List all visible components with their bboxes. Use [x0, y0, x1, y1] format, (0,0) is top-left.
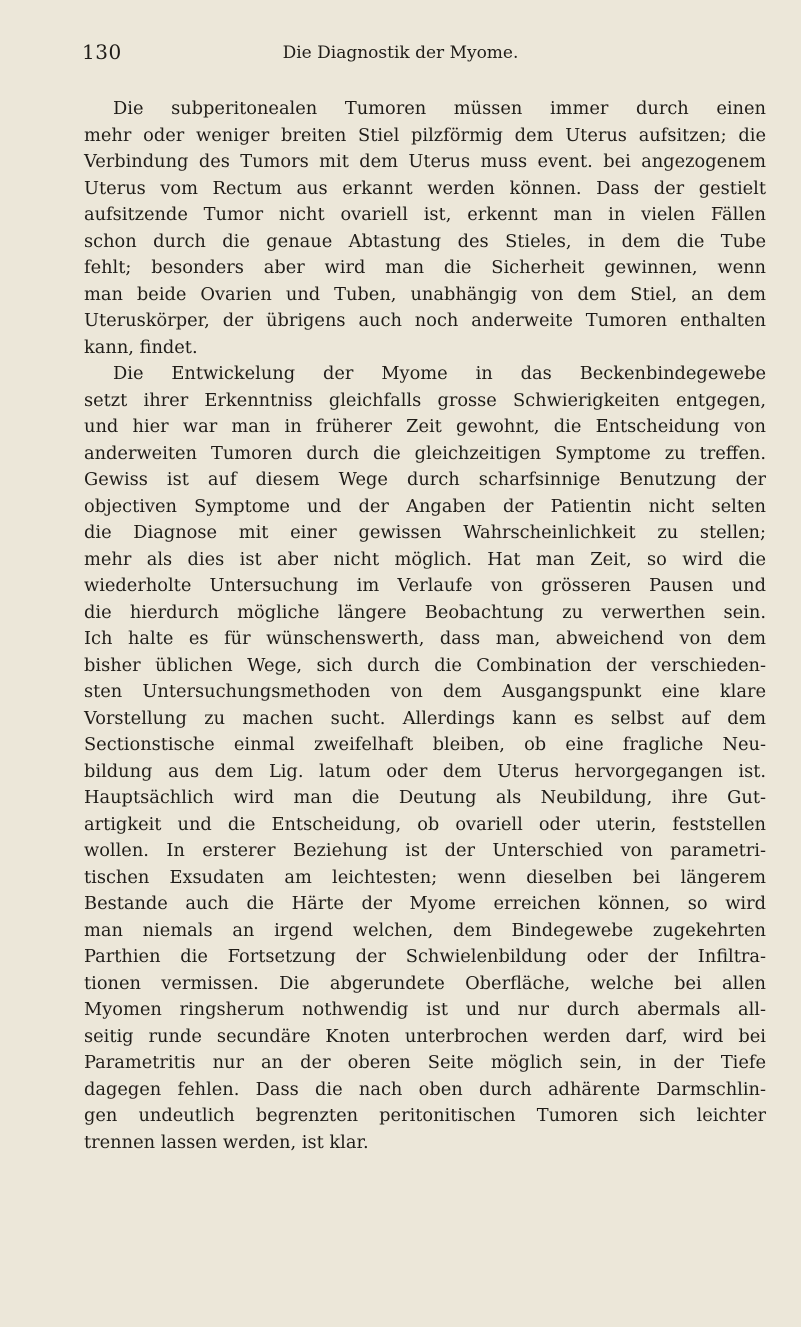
text-line: Verbindung des Tumors mit dem Uterus muss event. bei angezogenem — [84, 151, 766, 172]
text-line: mehr oder weniger breiten Stiel pilzförmig dem Uterus aufsitzen; die — [84, 124, 766, 146]
text-line: Uteruskörper, der übrigens auch noch anderweite Tumoren enthalten — [84, 310, 766, 331]
text-line: trennen lassen werden, ist klar. — [84, 1131, 369, 1153]
text-line: dagegen fehlen. Dass die nach oben durch adhärente Darmschlin- — [84, 1078, 766, 1100]
text-line: wollen. In ersterer Beziehung ist der Unterschied von parametri- — [84, 840, 766, 861]
text-line: Bestande auch die Härte der Myome erreichen können, so wird — [84, 893, 766, 914]
text-line: setzt ihrer Erkenntniss gleichfalls grosse Schwierigkeiten entgegen, — [84, 389, 766, 411]
text-line: tischen Exsudaten am leichtesten; wenn dieselben bei längerem — [84, 866, 766, 888]
paragraph — [84, 361, 766, 1156]
paragraph — [84, 96, 766, 361]
page-number: 130 — [82, 40, 122, 64]
text-line: gen undeutlich begrenzten peritonitischen Tumoren sich leichter — [84, 1105, 766, 1126]
text-line: schon durch die genaue Abtastung des Stieles, in dem die Tube — [84, 230, 766, 252]
text-line: Die subperitonealen Tumoren müssen immer durch einen — [113, 98, 766, 119]
text-line: man beide Ovarien und Tuben, unabhängig von dem Stiel, an dem — [84, 283, 766, 305]
text-line: und hier war man in früherer Zeit gewohnt, die Entscheidung von — [84, 416, 766, 437]
text-line: objectiven Symptome und der Angaben der Patientin nicht selten — [84, 495, 766, 517]
text-line: Uterus vom Rectum aus erkannt werden können. Dass der gestielt — [84, 177, 766, 199]
body-text — [84, 96, 766, 1156]
text-line: anderweiten Tumoren durch die gleichzeitigen Symptome zu treffen. — [84, 442, 766, 464]
text-line: Ich halte es für wünschenswerth, dass man, abweichend von dem — [84, 628, 766, 649]
text-line: sten Untersuchungsmethoden von dem Ausgangspunkt eine klare — [84, 681, 766, 702]
text-line: tionen vermissen. Die abgerundete Oberfläche, welche bei allen — [84, 972, 766, 994]
text-line: man niemals an irgend welchen, dem Bindegewebe zugekehrten — [84, 919, 766, 941]
text-line: aufsitzende Tumor nicht ovariell ist, erkennt man in vielen Fällen — [84, 204, 766, 225]
text-line: Parametritis nur an der oberen Seite möglich sein, in der Tiefe — [84, 1052, 766, 1073]
text-line: seitig runde secundäre Knoten unterbrochen werden darf, wird bei — [84, 1025, 766, 1047]
text-line: die Diagnose mit einer gewissen Wahrscheinlichkeit zu stellen; — [84, 522, 766, 543]
text-line: Gewiss ist auf diesem Wege durch scharfsinnige Benutzung der — [84, 469, 766, 490]
running-title: Die Diagnostik der Myome. — [282, 43, 519, 63]
text-line: Myomen ringsherum nothwendig ist und nur durch abermals all- — [84, 999, 766, 1020]
text-line: kann, findet. — [84, 336, 198, 358]
text-line: artigkeit und die Entscheidung, ob ovariell oder uterin, feststellen — [84, 813, 766, 835]
text-line: Die Entwickelung der Myome in das Beckenbindegewebe — [113, 363, 766, 384]
text-line: bildung aus dem Lig. latum oder dem Uterus hervorgegangen ist. — [84, 760, 766, 782]
text-line: mehr als dies ist aber nicht möglich. Hat man Zeit, so wird die — [84, 548, 766, 570]
text-line: bisher üblichen Wege, sich durch die Combination der verschieden- — [84, 654, 766, 676]
text-line: Vorstellung zu machen sucht. Allerdings kann es selbst auf dem — [84, 707, 766, 729]
text-line: Parthien die Fortsetzung der Schwielenbildung oder der Infiltra- — [84, 946, 766, 967]
text-line: die hierdurch mögliche längere Beobachtung zu verwerthen sein. — [84, 601, 766, 623]
text-line: Sectionstische einmal zweifelhaft bleiben, ob eine fragliche Neu- — [84, 734, 766, 755]
text-line: fehlt; besonders aber wird man die Sicherheit gewinnen, wenn — [84, 257, 766, 278]
text-line: wiederholte Untersuchung im Verlaufe von grösseren Pausen und — [84, 575, 766, 596]
text-line: Hauptsächlich wird man die Deutung als Neubildung, ihre Gut- — [84, 787, 766, 808]
